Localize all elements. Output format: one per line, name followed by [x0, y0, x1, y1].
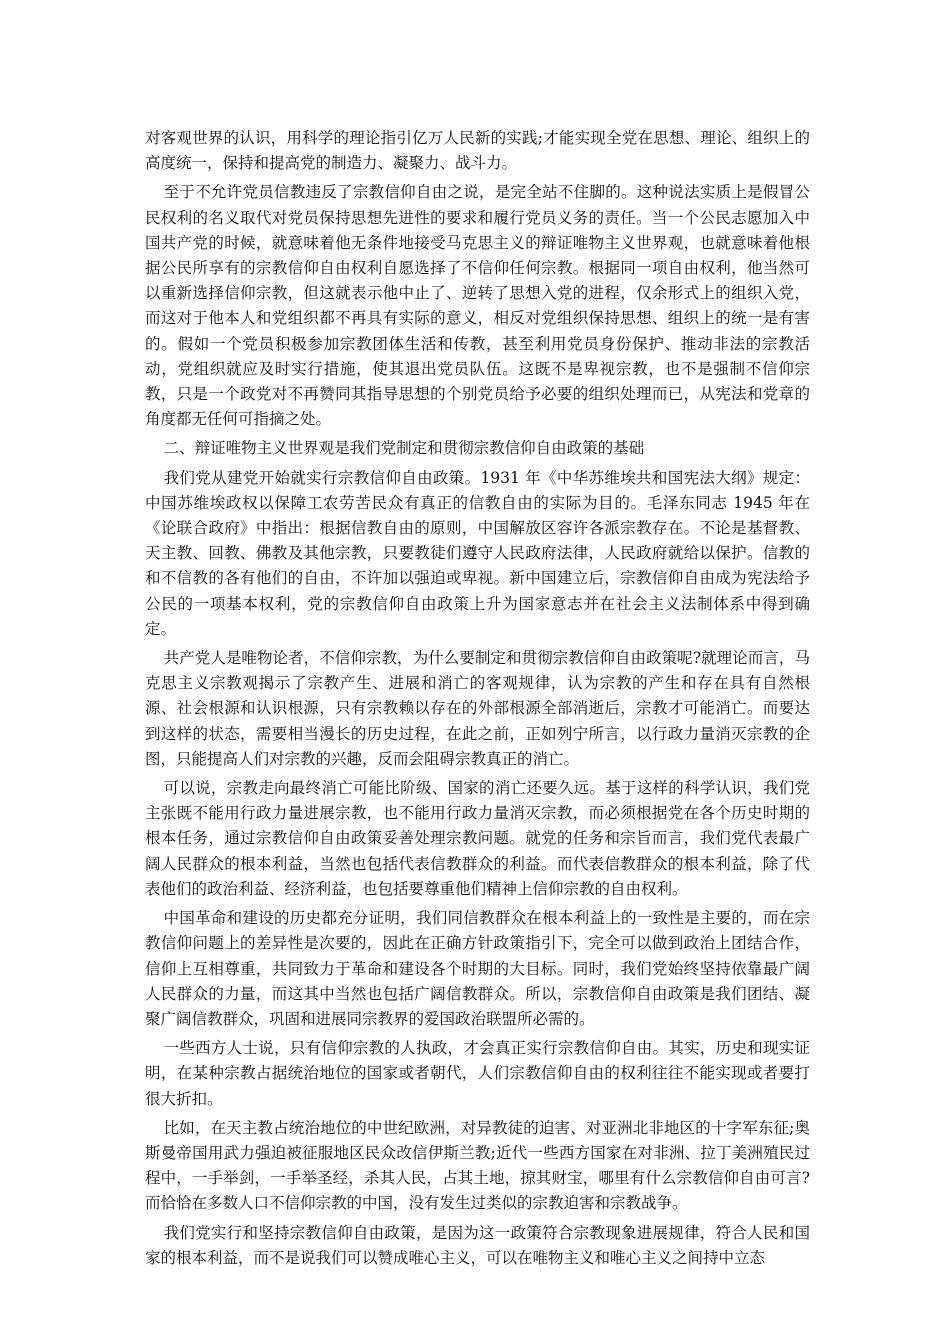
paragraph-materialist-view: 共产党人是唯物论者，不信仰宗教，为什么要制定和贯彻宗教信仰自由政策呢?就理论而言，马克思主义宗教观揭示了宗教产生、进展和消亡的客观规律，认为宗教的产生和存在具有自然根源、社会根源和认识根源，只有宗教赖以存在的外部根源全部消逝后，宗教才可能消亡。而要达到这样的状态，需要相当漫长的历史过程，在此之前，正如列宁所言，以行政力量消灭宗教的企图，只能提高人们对宗教的兴趣，反而会阻碍宗教真正的消亡。: [145, 649, 810, 768]
paragraph-history-proof: 中国革命和建设的历史都充分证明，我们同信教群众在根本利益上的一致性是主要的，而在宗教信仰问题上的差异性是次要的，因此在正确方针政策指引下，完全可以做到政治上团结合作，信仰上互相尊重，共同致力于革命和建设各个时期的大目标。同时，我们党始终坚持依靠最广阔人民群众的力量，而这其中当然也包括广阔信教群众。所以，宗教信仰自由政策是我们团结、凝聚广阔信教群众，巩固和进展同宗教界的爱国政治联盟所必需的。: [145, 909, 810, 1028]
paragraph-policy-reason: 我们党实行和坚持宗教信仰自由政策，是因为这一政策符合宗教现象进展规律，符合人民和国家的根本利益，而不是说我们可以赞成唯心主义，可以在唯物主义和唯心主义之间持中立态: [145, 1223, 810, 1267]
document-body: [145, 126, 810, 1275]
paragraph-party-member-religion: 至于不允许党员信教违反了宗教信仰自由之说，是完全站不住脚的。这种说法实质上是假冒公民权利的名义取代对党员保持思想先进性的要求和履行党员义务的责任。当一个公民志愿加入中国共产党的时候，就意味着他无条件地接受马克思主义的辩证唯物主义世界观，也就意味着他根据公民所享有的宗教信仰自由权利自愿选择了不信仰任何宗教。根据同一项自由权利，他当然可以重新选择信仰宗教，但这就表示他中止了、逆转了思想入党的进程，仅余形式上的组织入党，而这对于他本人和党组织都不再具有实际的意义，相反对党组织保持思想、组织上的统一是有害的。假如一个党员积极参加宗教团体生活和传教，甚至利用党员身份保护、推动非法的宗教活动，党组织就应及时实行措施，使其退出党员队伍。这既不是卑视宗教，也不是强制不信仰宗教，只是一个政党对不再赞同其指导思想的个别党员给予必要的组织处理而已，从宪法和党章的角度都无任何可指摘之处。: [145, 183, 810, 429]
paragraph-western-view: 一些西方人士说，只有信仰宗教的人执政，才会真正实行宗教信仰自由。其实，历史和现实证明，在某种宗教占据统治地位的国家或者朝代，人们宗教信仰自由的权利往往不能实现或者要打很大折扣。: [145, 1039, 810, 1108]
paragraph-religion-extinction: 可以说，宗教走向最终消亡可能比阶级、国家的消亡还要久远。基于这样的科学认识，我们党主张既不能用行政力量进展宗教，也不能用行政力量消灭宗教，而必须根据党在各个历史时期的根本任务，通过宗教信仰自由政策妥善处理宗教问题。就党的任务和宗旨而言，我们党代表最广阔人民群众的根本利益，当然也包括代表信教群众的利益。而代表信教群众的根本利益，除了代表他们的政治利益、经济利益，也包括要尊重他们精神上信仰宗教的自由权利。: [145, 779, 810, 898]
paragraph-continuation: 对客观世界的认识，用科学的理论指引亿万人民新的实践;才能实现全党在思想、理论、组织上的高度统一，保持和提高党的制造力、凝聚力、战斗力。: [145, 129, 810, 173]
section-heading: 二、辩证唯物主义世界观是我们党制定和贯彻宗教信仰自由政策的基础: [163, 439, 645, 458]
paragraph-historical-examples: 比如，在天主教占统治地位的中世纪欧洲，对异教徒的迫害、对亚洲北非地区的十字军东征;奥斯曼帝国用武力强迫被征服地区民众改信伊斯兰教;近代一些西方国家在对非洲、拉丁美洲殖民过程中，一手举剑，一手举圣经，杀其人民，占其土地，掠其财宝，哪里有什么宗教信仰自由可言?而恰恰在多数人口不信仰宗教的中国，没有发生过类似的宗教迫害和宗教战争。: [145, 1118, 810, 1213]
paragraph-policy-history: 我们党从建党开始就实行宗教信仰自由政策。1931 年《中华苏维埃共和国宪法大纲》规定：中国苏维埃政权以保障工农劳苦民众有真正的信教自由的实际为目的。毛泽东同志 1945 年在《论联合政府》中指出：根据信教自由的原则，中国解放区容许各派宗教存在。不论是基督教、天主教、回教、佛教及其他宗教，只要教徒们遵守人民政府法律，人民政府就给以保护。信教的和不信教的各有他们的自由，不许加以强迫或卑视。新中国建立后，宗教信仰自由成为宪法给予公民的一项基本权利，党的宗教信仰自由政策上升为国家意志并在社会主义法制体系中得到确定。: [145, 468, 810, 638]
